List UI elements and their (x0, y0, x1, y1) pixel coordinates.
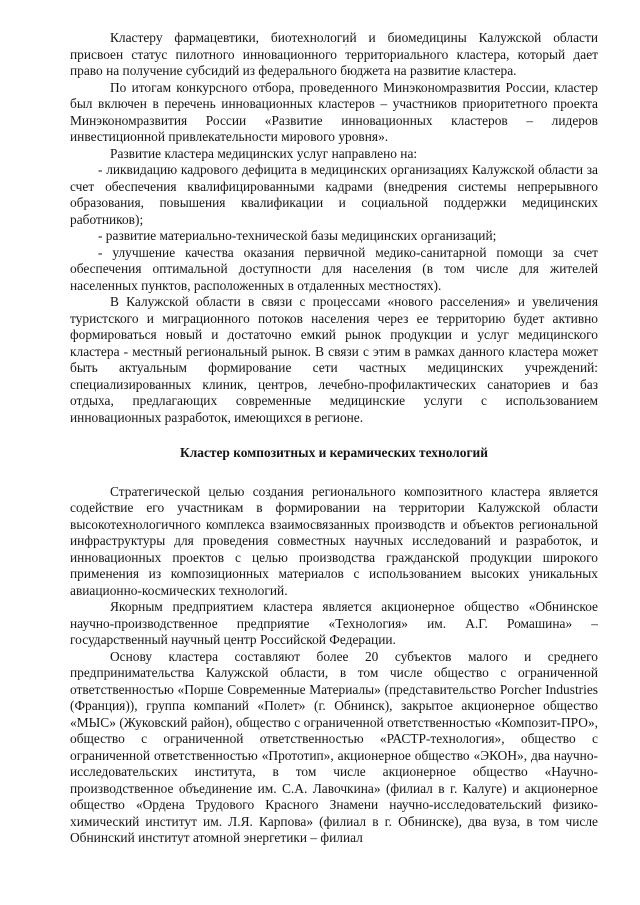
paragraph: В Калужской области в связи с процессами «нового расселения» и увеличения туристского и миграционного потоков населения через ее территорию будет активно формироваться новый и достаточно емкий рынок продукции и услуг медицинского кластера - местный региональный рынок. В связи с этим в рамках данного кластера может быть актуальным формирование сети частных медицинских учреждений: специализированных клиник, центров, лечебно-профилактических санаториев и баз отдыха, предлагающих современные медицинские услуги с использованием инновационных разработок, имеющихся в регионе. (70, 294, 598, 425)
paragraph: Якорным предприятием кластера является акционерное общество «Обнинское научно-производственное предприятие «Технология» им. А.Г. Ромашина» – государственный научный центр Российской Федерации. (70, 599, 598, 647)
section-pharma-cluster (70, 30, 598, 426)
paragraph: Стратегической целью создания регионального композитного кластера является содействие его участникам в формировании на территории Калужской области высокотехнологичного комплекса взаимосвязанных производств и объектов региональной инфраструктуры для проведения совместных научных исследований и разработок, и инновационных проектов с целью производства гражданской продукции широкого применения из композиционных материалов с использованием высоких уникальных авиационно-космических технологий. (70, 483, 598, 598)
paragraph: Развитие кластера медицинских услуг направлено на: (110, 145, 418, 161)
list-item: - ликвидацию кадрового дефицита в медицинских организациях Калужской области за счет обеспечения квалифицированными кадрами (внедрения системы непрерывного образования, повышения квалификации и социальной поддержки медицинских работников); (70, 162, 598, 227)
list-item: - улучшение качества оказания первичной медико-санитарной помощи за счет обеспечения оптимальной доступности для населения (в том числе для жителей населенных пунктов, расположенных в отдаленных местностях). (70, 244, 598, 293)
paragraph: Кластеру фармацевтики, биотехнологий и биомедицины Калужской области присвоен статус пилотного инновационного территориального кластера, который дает право на получение субсидий из федерального бюджета на развитие кластера. (70, 30, 598, 78)
list-item: - развитие материально-технической базы медицинских организаций; (98, 228, 497, 243)
section-heading: Кластер композитных и керамических технологий (180, 445, 488, 460)
section-composite-cluster (70, 484, 598, 847)
document-page (70, 30, 598, 847)
paragraph: По итогам конкурсного отбора, проведенного Минэкономразвития России, кластер был включен в перечень инновационных кластеров – участников приоритетного проекта Минэкономразвития России «Развитие инновационных кластеров – лидеров инвестиционной привлекательности мирового уровня». (70, 79, 598, 144)
paragraph: Основу кластера составляют более 20 субъектов малого и среднего предпринимательства Калужской области, в том числе общество с ограниченной ответственностью «Порше Современные Материалы» (представительство Porcher Industries (Франция)), группа компаний «Полет» (г. Обнинск), закрытое акционерное общество «МЫС» (Жуковский район), общество с ограниченной ответственностью «Композит-ПРО», общество с ограниченной ответственностью «РАСТР-технология», общество с ограниченной ответственностью «Прототип», акционерное общество «ЭКОН», два научно-исследовательских института, в том числе акционерное общество «Научно-производственное объединение им. С.А. Лавочкина» (филиал в г. Калуге) и акционерное общество «Ордена Трудового Красного Знамени научно-исследовательский физико-химический институт им. Л.Я. Карпова» (филиал в г. Обнинске), два вуза, в том числе Обнинский институт атомной энергетики – филиал (70, 648, 598, 845)
